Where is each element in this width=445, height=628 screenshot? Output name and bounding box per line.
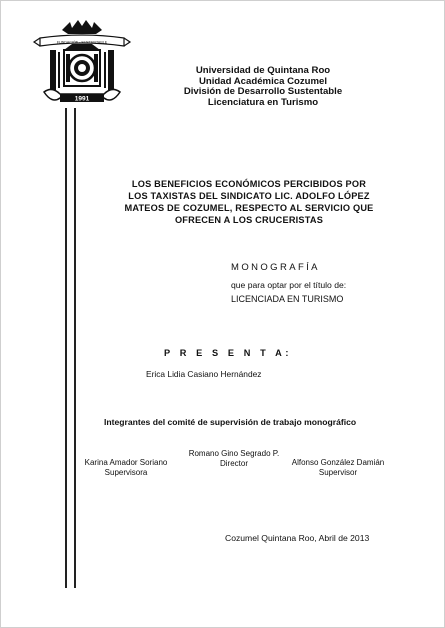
member-name: Alfonso González Damián <box>291 458 385 467</box>
division-name: División de Desarrollo Sustentable <box>183 86 343 97</box>
decorative-vertical-line <box>74 108 76 588</box>
document-type-label: MONOGRAFÍA <box>231 262 320 273</box>
decorative-vertical-line <box>65 108 67 588</box>
member-name: Karina Amador Soriano <box>84 458 168 467</box>
thesis-title-line: LOS TAXISTAS DEL SINDICATO LIC. ADOLFO LÓPEZ <box>128 191 370 201</box>
committee-member-supervisor <box>283 458 393 477</box>
institution-header <box>168 66 358 108</box>
seal-ribbon-text: FUNDACIÓN · SUSTENTABLE <box>56 40 108 45</box>
author-name: Erica Lidia Casiano Hernández <box>146 369 262 379</box>
thesis-title-line: LOS BENEFICIOS ECONÓMICOS PERCIBIDOS POR <box>131 179 367 189</box>
committee-member-supervisor <box>76 458 176 477</box>
member-role: Supervisora <box>104 467 148 477</box>
academic-unit: Unidad Académica Cozumel <box>198 75 328 87</box>
university-name: Universidad de Quintana Roo <box>195 65 331 76</box>
presenta-label: P R E S E N T A: <box>164 348 293 358</box>
place-and-date: Cozumel Quintana Roo, Abril de 2013 <box>225 533 370 543</box>
seal-year: 1991 <box>74 95 90 103</box>
member-role: Supervisor <box>318 467 358 477</box>
degree-name: LICENCIADA EN TURISMO <box>231 294 344 304</box>
member-role: Director <box>219 458 248 468</box>
committee-heading: Integrantes del comité de supervisión de trabajo monográfico <box>104 417 357 427</box>
thesis-title-line: MATEOS DE COZUMEL, RESPECTO AL SERVICIO QUE <box>124 203 374 213</box>
university-seal-icon <box>32 12 132 112</box>
thesis-title-line: OFRECEN A LOS CRUCERISTAS <box>174 215 324 225</box>
thesis-title <box>104 178 394 226</box>
committee-member-director <box>186 449 282 468</box>
degree-purpose: que para optar por el título de: <box>231 280 347 290</box>
member-name: Romano Gino Segrado P. <box>188 449 280 458</box>
program-name: Licenciatura en Turismo <box>207 96 319 108</box>
